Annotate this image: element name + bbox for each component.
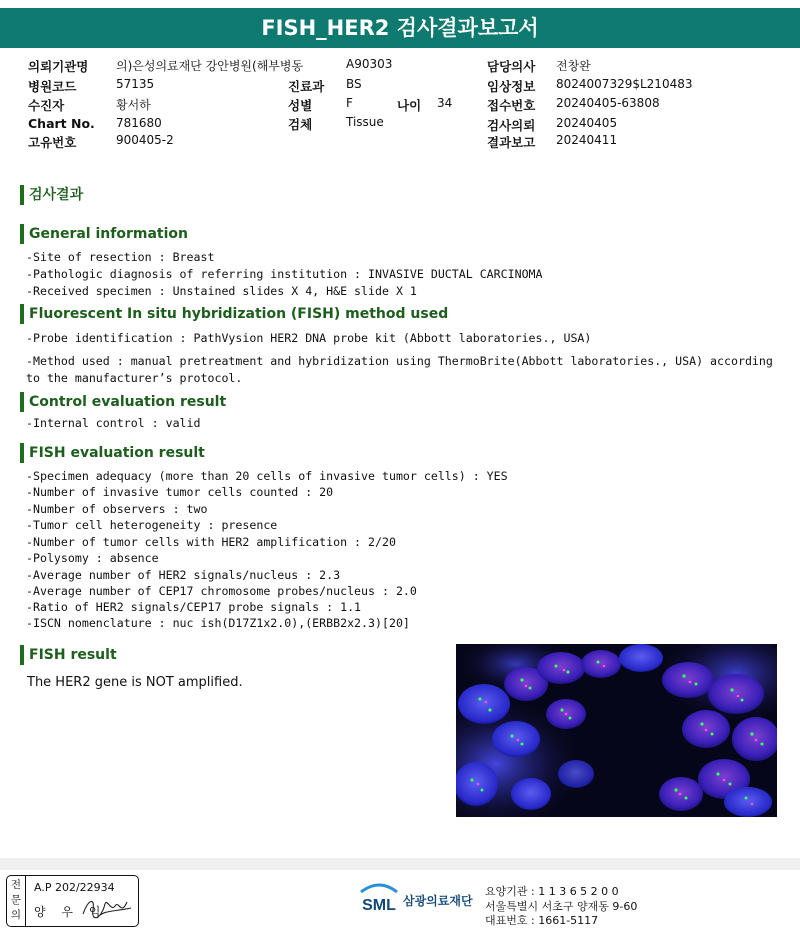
unique-no-label: 고유번호: [28, 135, 77, 150]
specimen-value: Tissue: [346, 115, 384, 129]
dept-value: BS: [346, 77, 362, 91]
org-code: 요양기관 : 1 1 3 6 5 2 0 0: [485, 885, 619, 898]
ap-number: A.P 202/22934: [34, 881, 115, 894]
fish-result-text: The HER2 gene is NOT amplified.: [27, 675, 243, 690]
method-heading: Fluorescent In situ hybridization (FISH) method used: [20, 304, 448, 324]
age-value: 34: [437, 96, 453, 110]
evaluation-line: -Average number of HER2 signals/nucleus : 2.3: [26, 568, 341, 582]
method-line: to the manufacturer’s protocol.: [26, 371, 243, 385]
doctor-name: 양 우 익: [34, 905, 107, 919]
sml-logo-mark: SML: [362, 897, 396, 914]
patient-label: 수진자: [28, 98, 65, 113]
control-heading: Control evaluation result: [20, 392, 226, 412]
evaluation-line: -ISCN nomenclature : nuc ish(D17Z1x2.0),(ERBB2x2.3)[20]: [26, 616, 410, 630]
signature-icon: [79, 890, 137, 924]
evaluation-line: -Tumor cell heterogeneity : presence: [26, 518, 278, 532]
clinical-value: 8024007329$L210483: [556, 77, 693, 91]
stamp-char: 전: [10, 879, 22, 891]
general-line: -Received specimen : Unstained slides X 4, H&E slide X 1: [26, 284, 417, 298]
pathologist-stamp: [6, 875, 139, 927]
stamp-char: 문: [10, 894, 22, 906]
clinical-label: 임상정보: [487, 79, 536, 94]
results-heading: 검사결과: [20, 185, 83, 205]
evaluation-line: -Number of tumor cells with HER2 amplification : 2/20: [26, 535, 396, 549]
sml-logo-icon: [357, 880, 401, 920]
evaluation-line: -Specimen adequacy (more than 20 cells of invasive tumor cells) : YES: [26, 469, 508, 483]
general-info-heading: General information: [20, 224, 188, 244]
stamp-side-label: [7, 876, 26, 926]
receipt-label: 접수번호: [487, 98, 536, 113]
request-label: 검사의뢰: [487, 118, 536, 133]
fish-microscopy-image: [456, 644, 777, 817]
evaluation-line: -Number of invasive tumor cells counted : 20: [26, 485, 334, 499]
footer-band: [0, 858, 800, 870]
evaluation-line: -Number of observers : two: [26, 502, 208, 516]
result-report-date-value: 20240411: [556, 133, 618, 147]
request-date-value: 20240405: [556, 116, 618, 130]
evaluation-heading: FISH evaluation result: [20, 443, 205, 463]
ward-code-value: A90303: [346, 57, 393, 71]
institution-label: 의뢰기관명: [28, 59, 89, 74]
hospital-code-label: 병원코드: [28, 79, 77, 94]
sex-value: F: [346, 96, 353, 110]
stamp-char: 의: [10, 909, 22, 921]
method-line: -Method used : manual pretreatment and hybridization using ThermoBrite(Abbott laboratories., USA) according: [26, 354, 773, 368]
chart-no-value: 781680: [116, 116, 162, 130]
physician-label: 담당의사: [487, 59, 536, 74]
evaluation-line: -Average number of CEP17 chromosome probes/nucleus : 2.0: [26, 584, 417, 598]
sml-logo: [357, 880, 477, 920]
chart-no-label: Chart No.: [28, 116, 95, 131]
result-report-label: 결과보고: [487, 135, 536, 150]
sml-logo-name: 삼광의료재단: [403, 894, 473, 908]
general-line: -Site of resection : Breast: [26, 250, 215, 264]
evaluation-line: -Polysomy : absence: [26, 551, 159, 565]
institution-value: 의)은성의료재단 강안병원(해부병동: [116, 59, 304, 73]
control-line: -Internal control : valid: [26, 416, 201, 430]
specimen-label: 검체: [288, 117, 313, 132]
report-title: FISH_HER2 검사결과보고서: [0, 8, 800, 48]
phone: 대표번호 : 1661-5117: [485, 914, 599, 927]
patient-value: 황서하: [116, 98, 151, 112]
hospital-code-value: 57135: [116, 77, 155, 91]
physician-value: 전창완: [556, 59, 591, 73]
age-label: 나이: [397, 98, 422, 113]
method-line: -Probe identification : PathVysion HER2 DNA probe kit (Abbott laboratories., USA): [26, 331, 592, 345]
receipt-value: 20240405-63808: [556, 96, 660, 110]
fish-result-heading: FISH result: [20, 645, 117, 665]
general-line: -Pathologic diagnosis of referring institution : INVASIVE DUCTAL CARCINOMA: [26, 267, 543, 281]
unique-no-value: 900405-2: [116, 133, 174, 147]
dept-label: 진료과: [288, 79, 325, 94]
address: 서울특별시 서초구 양재동 9-60: [485, 900, 638, 913]
sex-label: 성별: [288, 98, 313, 113]
evaluation-line: -Ratio of HER2 signals/CEP17 probe signals : 1.1: [26, 600, 362, 614]
